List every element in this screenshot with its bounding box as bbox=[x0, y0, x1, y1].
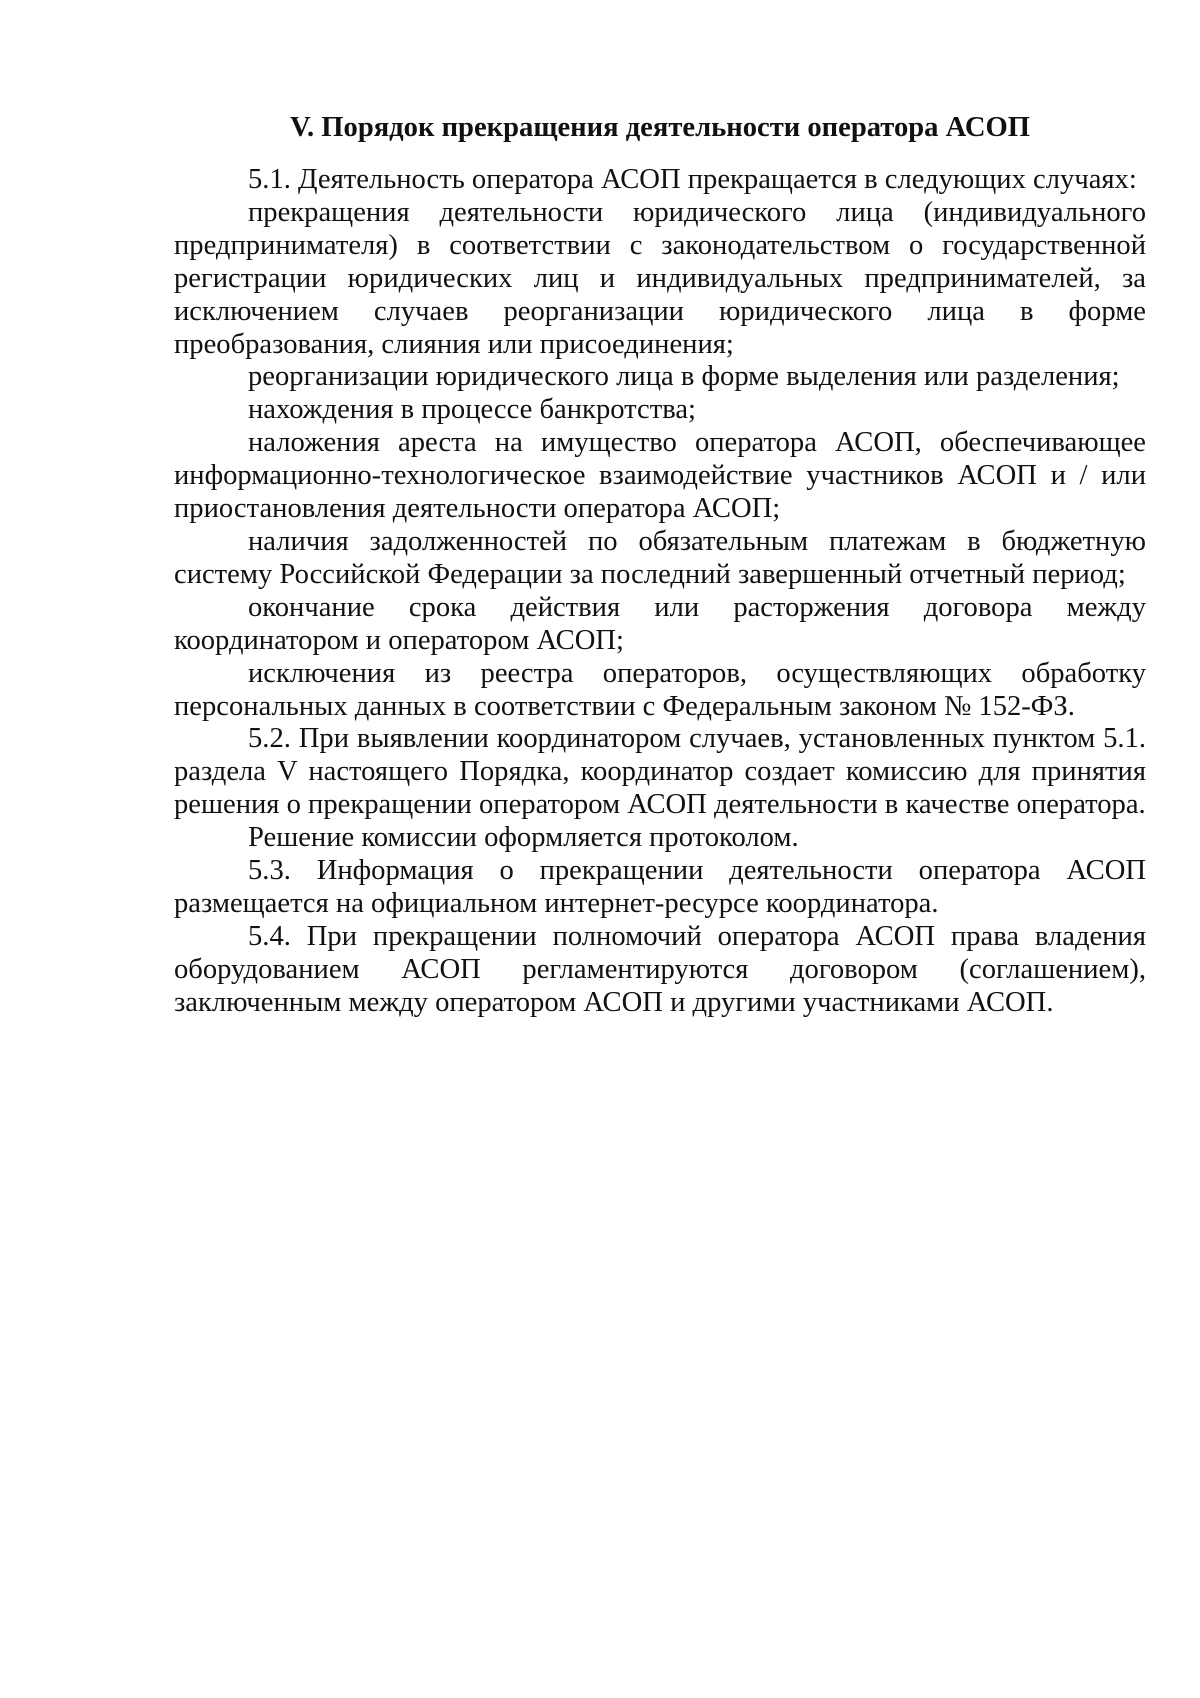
paragraph-5-3: 5.3. Информация о прекращении деятельности оператора АСОП размещается на официальном интернет-ресурсе координатора. bbox=[174, 855, 1146, 919]
paragraph-case-reorganization: реорганизации юридического лица в форме выделения или разделения; bbox=[248, 361, 1120, 393]
paragraph-case-bankruptcy: нахождения в процессе банкротства; bbox=[248, 394, 696, 426]
paragraph-case-contract-end: окончание срока действия или расторжения договора между координатором и оператором АСОП; bbox=[174, 591, 1146, 656]
section-heading: V. Порядок прекращения деятельности оператора АСОП bbox=[290, 112, 1030, 143]
paragraph-5-4: 5.4. При прекращении полномочий оператора АСОП права владения оборудованием АСОП регламентируются договором (соглашением), заключенным между оператором АСОП и другими участниками АСОП. bbox=[174, 920, 1146, 1018]
paragraph-5-2: 5.2. При выявлении координатором случаев, установленных пунктом 5.1. раздела V настоящего Порядка, координатор создает комиссию для принятия решения о прекращении оператором АСОП деятельности в качестве оператора. bbox=[174, 723, 1146, 821]
paragraph-case-registry-exclusion: исключения из реестра операторов, осуществляющих обработку персональных данных в соответствии с Федеральным законом № 152-ФЗ. bbox=[174, 657, 1146, 722]
paragraph-commission-decision: Решение комиссии оформляется протоколом. bbox=[248, 822, 799, 854]
document-body bbox=[174, 112, 1146, 1020]
paragraph-5-1: 5.1. Деятельность оператора АСОП прекращается в следующих случаях: bbox=[248, 164, 1137, 195]
paragraph-case-arrest: наложения ареста на имущество оператора АСОП, обеспечивающее информационно-технологическое взаимодействие участников АСОП и / или приостановления деятельности оператора АСОП; bbox=[174, 427, 1146, 525]
paragraph-case-termination: прекращения деятельности юридического лица (индивидуального предпринимателя) в соответствии с законодательством о государственной регистрации юридических лиц и индивидуальных предпринимателей, за исключением случаев реорганизации юридического лица в форме преобразования, слияния или присоединения; bbox=[174, 196, 1146, 360]
paragraph-case-debts: наличия задолженностей по обязательным платежам в бюджетную систему Российской Федерации за последний завершенный отчетный период; bbox=[174, 525, 1146, 590]
